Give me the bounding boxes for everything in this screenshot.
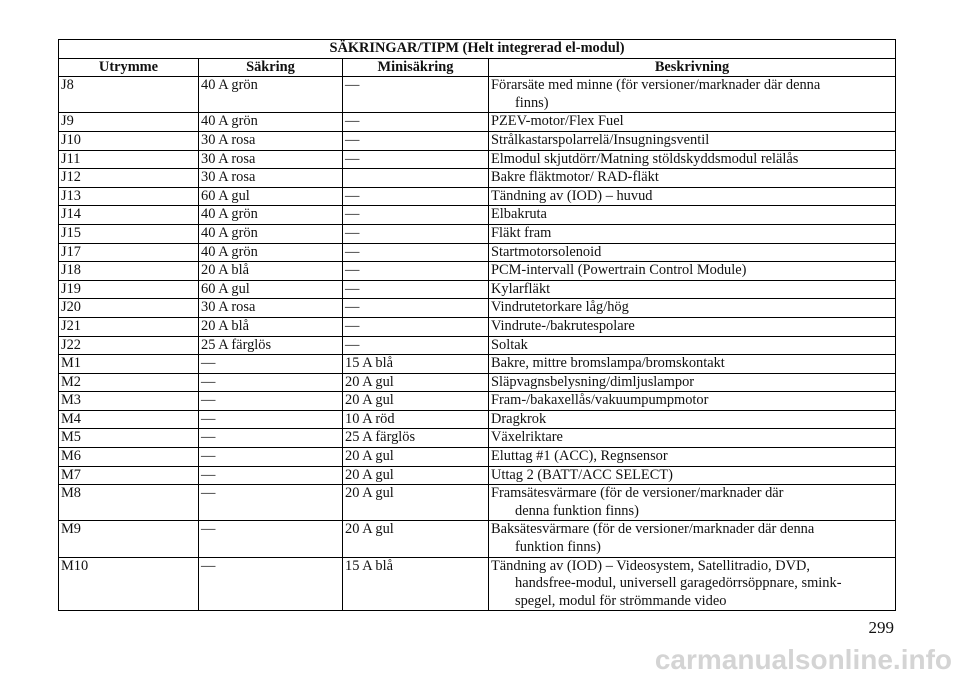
description-line: Elmodul skjutdörr/Matning stöldskyddsmodul relälås	[491, 150, 799, 167]
cell-minisakring: 15 A blå	[343, 355, 489, 374]
description-line: finns)	[515, 94, 549, 111]
table-row	[59, 77, 896, 113]
cell-minisakring: —	[343, 131, 489, 150]
description-line: Fläkt fram	[491, 224, 552, 241]
table-row	[59, 187, 896, 206]
cell-sakring: 30 A rosa	[199, 299, 343, 318]
cell-sakring: —	[199, 392, 343, 411]
cell-beskrivning	[489, 448, 896, 467]
cell-utrymme: M5	[59, 429, 199, 448]
cell-utrymme: M1	[59, 355, 199, 374]
description-line: Tändning av (IOD) – huvud	[491, 187, 653, 204]
cell-minisakring: 20 A gul	[343, 448, 489, 467]
cell-beskrivning	[489, 410, 896, 429]
cell-sakring: —	[199, 355, 343, 374]
cell-minisakring: 20 A gul	[343, 466, 489, 485]
description-line: Kylarfläkt	[491, 280, 551, 297]
cell-minisakring: 10 A röd	[343, 410, 489, 429]
description-line: Fram-/bakaxellås/vakuumpumpmotor	[491, 392, 709, 409]
cell-beskrivning	[489, 77, 896, 113]
cell-sakring: —	[199, 466, 343, 485]
cell-beskrivning	[489, 336, 896, 355]
cell-minisakring: —	[343, 113, 489, 132]
table-row	[59, 317, 896, 336]
cell-utrymme: M2	[59, 373, 199, 392]
table-row	[59, 206, 896, 225]
cell-beskrivning	[489, 429, 896, 448]
fuse-table	[58, 39, 896, 611]
cell-minisakring	[343, 169, 489, 188]
cell-sakring: 60 A gul	[199, 187, 343, 206]
table-row	[59, 466, 896, 485]
cell-minisakring: —	[343, 187, 489, 206]
description-line: Eluttag #1 (ACC), Regnsensor	[491, 448, 668, 465]
table-row	[59, 169, 896, 188]
cell-minisakring: —	[343, 224, 489, 243]
cell-utrymme: J18	[59, 262, 199, 281]
cell-minisakring: —	[343, 262, 489, 281]
cell-minisakring: 25 A färglös	[343, 429, 489, 448]
cell-beskrivning	[489, 113, 896, 132]
cell-utrymme: J12	[59, 169, 199, 188]
cell-sakring: —	[199, 410, 343, 429]
cell-utrymme: M3	[59, 392, 199, 411]
cell-minisakring: —	[343, 77, 489, 113]
description-line: Vindrute-/bakrutespolare	[491, 317, 635, 334]
header-sakring: Säkring	[199, 58, 343, 77]
cell-beskrivning	[489, 150, 896, 169]
header-row	[59, 58, 896, 77]
cell-sakring: 25 A färglös	[199, 336, 343, 355]
cell-beskrivning	[489, 224, 896, 243]
cell-minisakring: 20 A gul	[343, 373, 489, 392]
cell-utrymme: J11	[59, 150, 199, 169]
cell-sakring: 20 A blå	[199, 262, 343, 281]
table-body	[59, 77, 896, 611]
watermark-logo: carmanualsonline.info	[654, 644, 952, 675]
cell-minisakring: —	[343, 150, 489, 169]
cell-sakring: 40 A grön	[199, 224, 343, 243]
description-line: PCM-intervall (Powertrain Control Module)	[491, 262, 747, 279]
description-line: Vindrutetorkare låg/hög	[491, 299, 629, 316]
table-row	[59, 392, 896, 411]
cell-utrymme: M4	[59, 410, 199, 429]
header-beskrivning: Beskrivning	[489, 58, 896, 77]
description-line: Bakre, mittre bromslampa/bromskontakt	[491, 355, 725, 372]
cell-utrymme: J10	[59, 131, 199, 150]
cell-beskrivning	[489, 243, 896, 262]
cell-sakring: —	[199, 485, 343, 521]
cell-sakring: —	[199, 557, 343, 611]
description-line: Startmotorsolenoid	[491, 243, 602, 260]
cell-utrymme: M9	[59, 521, 199, 557]
cell-sakring: 40 A grön	[199, 77, 343, 113]
table-row	[59, 224, 896, 243]
cell-minisakring: —	[343, 280, 489, 299]
table-row	[59, 131, 896, 150]
table-row	[59, 521, 896, 557]
cell-utrymme: J22	[59, 336, 199, 355]
cell-utrymme: J8	[59, 77, 199, 113]
description-line: Elbakruta	[491, 206, 547, 223]
cell-sakring: —	[199, 521, 343, 557]
cell-beskrivning	[489, 131, 896, 150]
cell-beskrivning	[489, 355, 896, 374]
cell-beskrivning	[489, 466, 896, 485]
cell-utrymme: J14	[59, 206, 199, 225]
table-row	[59, 429, 896, 448]
description-line: Förarsäte med minne (för versioner/marknader där denna	[491, 77, 821, 94]
table-row	[59, 243, 896, 262]
description-line: spegel, modul för strömmande video	[515, 592, 727, 609]
cell-sakring: 30 A rosa	[199, 169, 343, 188]
cell-sakring: —	[199, 448, 343, 467]
header-minisakring: Minisäkring	[343, 58, 489, 77]
description-line: Baksätesvärmare (för de versioner/marknader där denna	[491, 521, 815, 538]
cell-utrymme: M6	[59, 448, 199, 467]
cell-beskrivning	[489, 262, 896, 281]
cell-sakring: 40 A grön	[199, 113, 343, 132]
cell-utrymme: M7	[59, 466, 199, 485]
table-row	[59, 280, 896, 299]
table-row	[59, 336, 896, 355]
cell-beskrivning	[489, 317, 896, 336]
table-row	[59, 373, 896, 392]
table-title: SÄKRINGAR/TIPM (Helt integrerad el-modul)	[59, 40, 896, 59]
cell-sakring: 40 A grön	[199, 243, 343, 262]
cell-utrymme: J20	[59, 299, 199, 318]
cell-minisakring: —	[343, 336, 489, 355]
cell-beskrivning	[489, 392, 896, 411]
table-row	[59, 485, 896, 521]
cell-beskrivning	[489, 280, 896, 299]
cell-beskrivning	[489, 206, 896, 225]
description-line: denna funktion finns)	[515, 502, 639, 519]
table-row	[59, 299, 896, 318]
description-line: PZEV-motor/Flex Fuel	[491, 113, 624, 130]
cell-utrymme: J9	[59, 113, 199, 132]
cell-sakring: —	[199, 429, 343, 448]
cell-utrymme: M8	[59, 485, 199, 521]
cell-sakring: 60 A gul	[199, 280, 343, 299]
description-line: Framsätesvärmare (för de versioner/marknader där	[491, 485, 784, 502]
description-line: Uttag 2 (BATT/ACC SELECT)	[491, 466, 673, 483]
cell-utrymme: J19	[59, 280, 199, 299]
cell-minisakring: 20 A gul	[343, 485, 489, 521]
cell-minisakring: —	[343, 317, 489, 336]
cell-minisakring: 20 A gul	[343, 521, 489, 557]
table-row	[59, 557, 896, 611]
cell-beskrivning	[489, 485, 896, 521]
cell-utrymme: J13	[59, 187, 199, 206]
table-row	[59, 262, 896, 281]
description-line: Strålkastarspolarrelä/Insugningsventil	[491, 131, 710, 148]
table-row	[59, 355, 896, 374]
cell-beskrivning	[489, 521, 896, 557]
cell-utrymme: J15	[59, 224, 199, 243]
description-line: handsfree-modul, universell garagedörrsöppnare, smink-	[515, 575, 842, 592]
page-number: 299	[868, 618, 894, 637]
cell-sakring: 30 A rosa	[199, 131, 343, 150]
cell-sakring: —	[199, 373, 343, 392]
cell-beskrivning	[489, 557, 896, 611]
description-line: Bakre fläktmotor/ RAD-fläkt	[491, 169, 659, 186]
cell-utrymme: J17	[59, 243, 199, 262]
description-line: Dragkrok	[491, 410, 547, 427]
cell-beskrivning	[489, 187, 896, 206]
cell-sakring: 20 A blå	[199, 317, 343, 336]
cell-utrymme: J21	[59, 317, 199, 336]
description-line: Soltak	[491, 336, 528, 353]
cell-sakring: 30 A rosa	[199, 150, 343, 169]
table-row	[59, 113, 896, 132]
cell-minisakring: 20 A gul	[343, 392, 489, 411]
description-line: Släpvagnsbelysning/dimljuslampor	[491, 373, 695, 390]
cell-beskrivning	[489, 299, 896, 318]
cell-minisakring: —	[343, 243, 489, 262]
cell-minisakring: 15 A blå	[343, 557, 489, 611]
table-row	[59, 410, 896, 429]
description-line: Tändning av (IOD) – Videosystem, Satellitradio, DVD,	[491, 557, 811, 574]
cell-sakring: 40 A grön	[199, 206, 343, 225]
cell-beskrivning	[489, 373, 896, 392]
table-row	[59, 150, 896, 169]
description-line: Växelriktare	[491, 429, 563, 446]
cell-utrymme: M10	[59, 557, 199, 611]
cell-beskrivning	[489, 169, 896, 188]
header-utrymme: Utrymme	[59, 58, 199, 77]
description-line: funktion finns)	[515, 539, 601, 556]
cell-minisakring: —	[343, 206, 489, 225]
cell-minisakring: —	[343, 299, 489, 318]
table-row	[59, 448, 896, 467]
